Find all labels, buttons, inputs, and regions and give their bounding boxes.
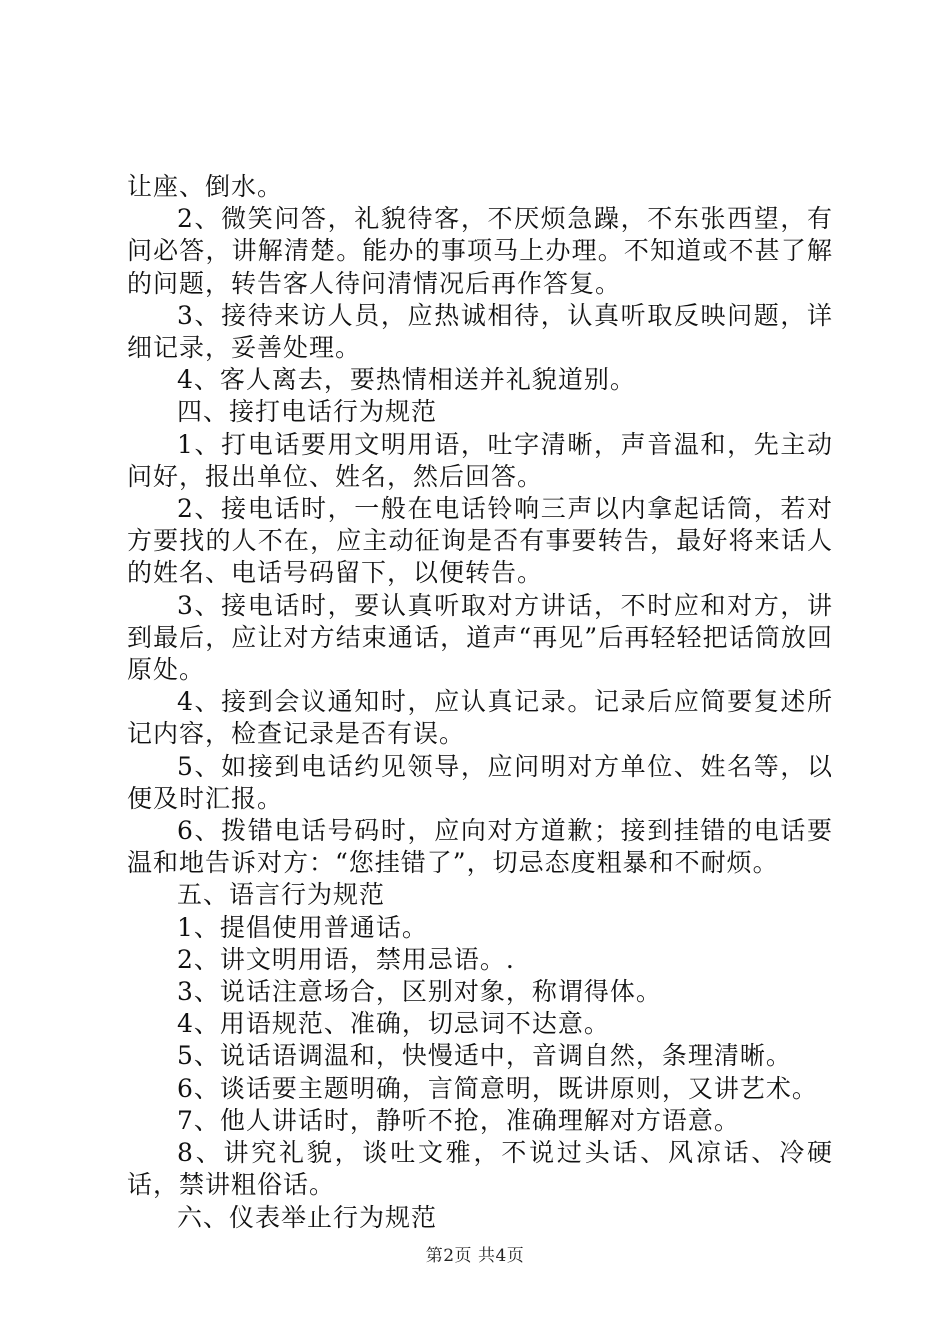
paragraph: 1、打电话要用文明用语，吐字清晰，声音温和，先主动问好，报出单位、姓名，然后回答。 — [127, 429, 833, 491]
paragraph: 1、提倡使用普通话。 — [177, 912, 428, 942]
paragraph: 4、用语规范、准确，切忌词不达意。 — [177, 1009, 610, 1039]
paragraph: 3、接待来访人员，应热诚相待，认真听取反映问题，详细记录，妥善处理。 — [127, 300, 833, 363]
paragraph: 7、他人讲话时，静听不抢，准确理解对方语意。 — [177, 1105, 740, 1135]
paragraph: 8、讲究礼貌，谈吐文雅，不说过头话、风凉话、冷硬话，禁讲粗俗话。 — [127, 1138, 833, 1200]
page-footer: 第2页 共4页 — [425, 1246, 525, 1266]
document-body — [127, 171, 833, 1234]
paragraph: 2、接电话时，一般在电话铃响三声以内拿起话筒，若对方要找的人不在，应主动征询是否有事要转告，最好将来话人的姓名、电话号码留下，以便转告。 — [127, 494, 833, 588]
paragraph: 5、如接到电话约见领导，应问明对方单位、姓名等，以便及时汇报。 — [127, 751, 833, 813]
paragraph: 6、谈话要主题明确，言简意明，既讲原则，又讲艺术。 — [177, 1073, 818, 1103]
paragraph: 四、接打电话行为规范 — [177, 397, 438, 427]
paragraph: 让座、倒水。 — [127, 172, 284, 201]
paragraph: 2、微笑问答，礼貌待客，不厌烦急躁，不东张西望，有问必答，讲解清楚。能办的事项马上办理。不知道或不甚了解的问题，转告客人待问清情况后再作答复。 — [127, 204, 833, 298]
paragraph: 3、说话注意场合，区别对象，称谓得体。 — [177, 977, 662, 1007]
paragraph: 六、仪表举止行为规范 — [177, 1202, 438, 1232]
paragraph: 3、接电话时，要认真听取对方讲话，不时应和对方，讲到最后，应让对方结束通话，道声“再见”后再轻轻把话筒放回原处。 — [127, 590, 833, 685]
paragraph: 五、语言行为规范 — [177, 880, 386, 910]
paragraph: 5、说话语调温和，快慢适中，音调自然，条理清晰。 — [177, 1041, 792, 1071]
paragraph: 6、拨错电话号码时，应向对方道歉；接到挂错的电话要温和地告诉对方：“您挂错了”，切忌态度粗暴和不耐烦。 — [127, 816, 833, 878]
paragraph: 4、客人离去，要热情相送并礼貌道别。 — [177, 365, 636, 395]
paragraph: 4、接到会议通知时，应认真记录。记录后应简要复述所记内容，检查记录是否有误。 — [127, 687, 833, 749]
paragraph: 2、讲文明用语，禁用忌语。. — [177, 944, 515, 974]
